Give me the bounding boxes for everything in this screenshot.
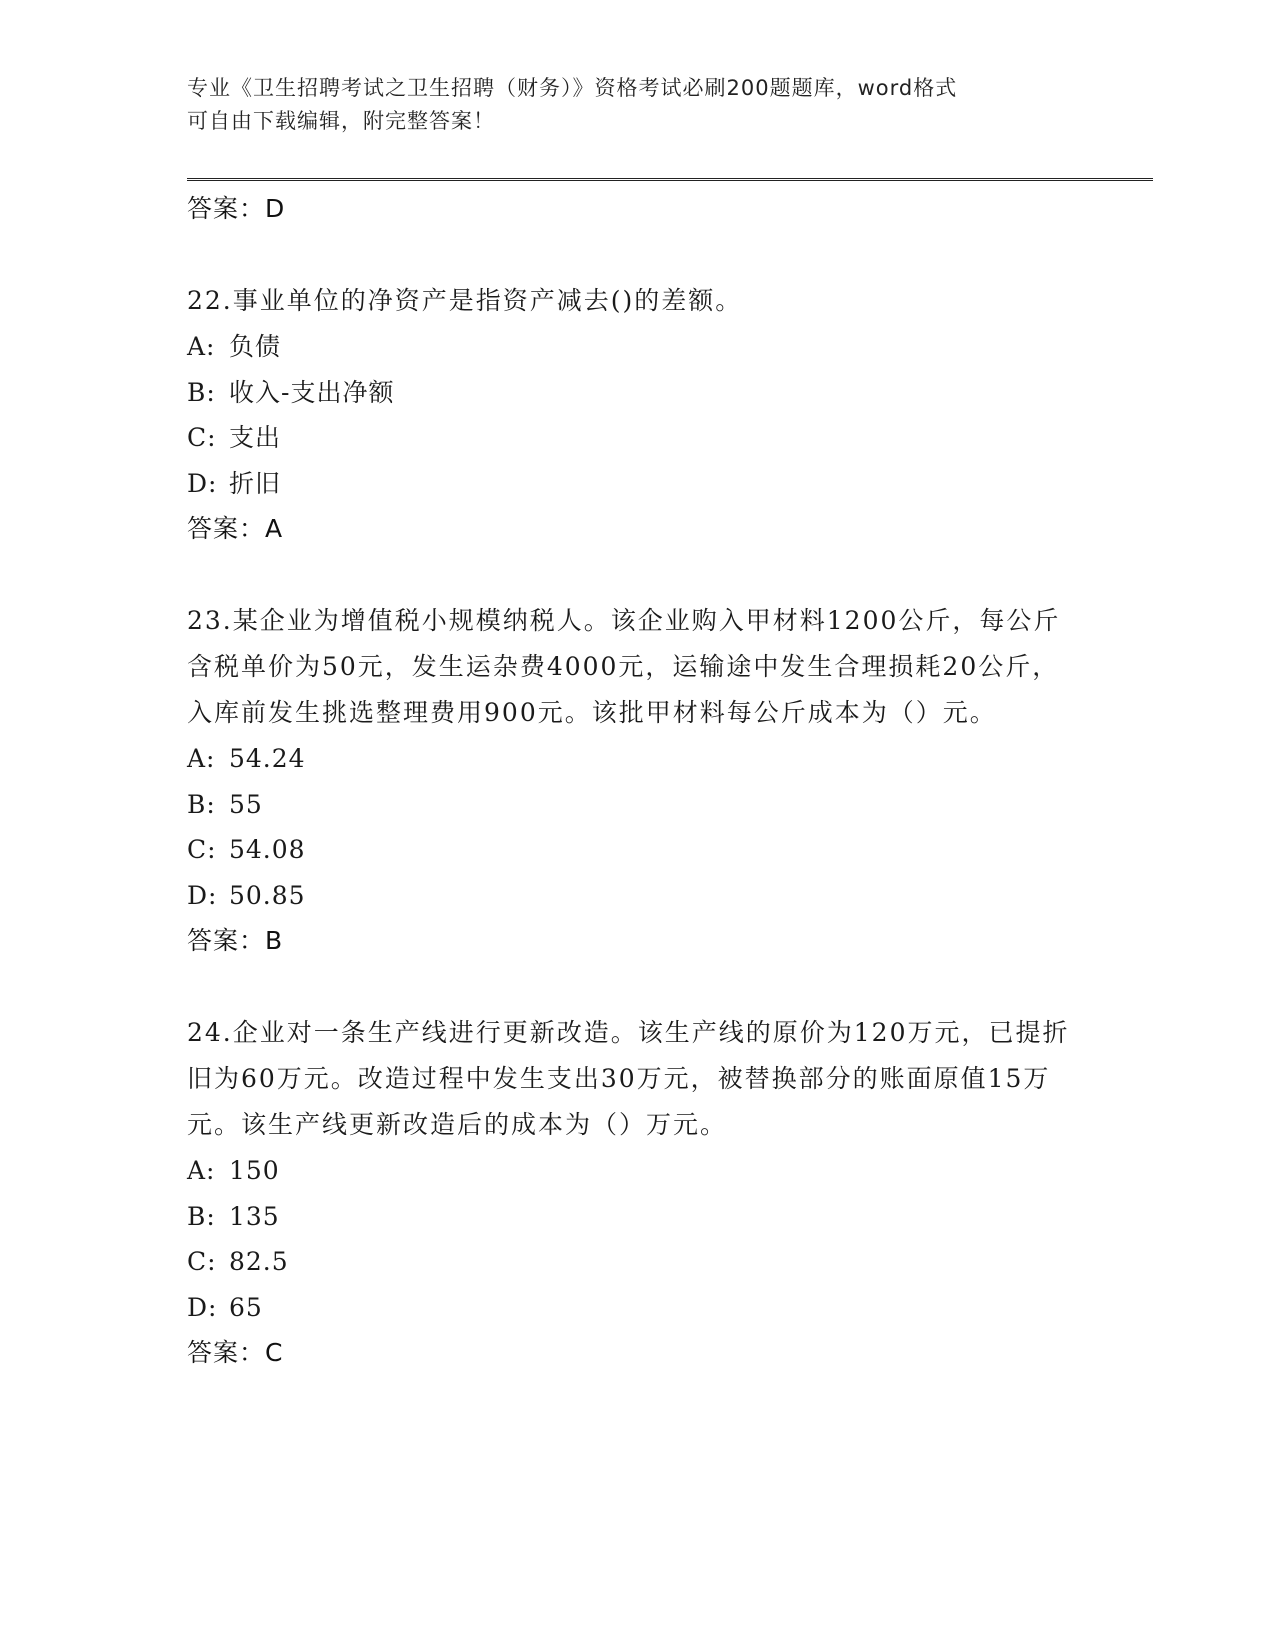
option-letter: A: [187,1156,216,1185]
option-d [187,461,1077,507]
page-header [187,72,1067,138]
question-23 [187,598,1077,964]
question-24 [187,1010,1077,1376]
question-stem: 23.某企业为增值税小规模纳税人。该企业购入甲材料1200公斤，每公斤含税单价为50元，发生运杂费4000元，运输途中发生合理损耗20公斤，入库前发生挑选整理费用900元。该批甲材料每公斤成本为（）元。 [187,606,1061,727]
option-d [187,1285,1077,1331]
answer-line: 答案：B [187,926,284,955]
option-text: 54.08 [229,835,306,864]
option-text: 65 [229,1292,263,1322]
option-letter: A: [187,332,216,361]
option-b [187,370,1077,416]
option-text: 收入-支出净额 [229,377,395,407]
question-list [187,186,1077,1376]
option-text: 54.24 [229,744,306,773]
question-stem: 22.事业单位的净资产是指资产减去()的差额。 [187,286,743,315]
option-text: 135 [229,1201,280,1231]
option-text: 82.5 [229,1247,289,1276]
option-letter: C: [187,423,217,452]
option-a [187,324,1077,370]
header-line-1: 专业《卫生招聘考试之卫生招聘（财务）》资格考试必刷200题题库，word格式 [187,76,958,100]
answer-line: 答案：A [187,514,284,543]
option-text: 折旧 [229,468,282,498]
option-text: 55 [229,789,263,819]
option-text: 负债 [229,332,282,361]
option-text: 150 [229,1156,280,1185]
option-letter: A: [187,744,216,773]
option-letter: B: [187,1201,216,1231]
question-stem: 24.企业对一条生产线进行更新改造。该生产线的原价为120万元，已提折旧为60万元。改造过程中发生支出30万元，被替换部分的账面原值15万元。该生产线更新改造后的成本为（）万元。 [187,1018,1070,1139]
answer-line: 答案：C [187,1338,284,1367]
option-text: 支出 [229,423,282,452]
option-c [187,415,1077,461]
option-letter: D: [187,880,218,910]
option-text: 50.85 [229,880,306,910]
option-letter: D: [187,468,218,498]
header-line-2: 可自由下载编辑，附完整答案！ [187,109,495,133]
option-a [187,1148,1077,1194]
option-c [187,1239,1077,1285]
option-b [187,782,1077,828]
option-a [187,736,1077,782]
option-d [187,873,1077,919]
previous-answer: 答案：D [187,194,286,223]
option-c [187,827,1077,873]
option-letter: B: [187,789,216,819]
option-letter: D: [187,1292,218,1322]
option-letter: C: [187,1247,217,1276]
option-b [187,1194,1077,1240]
option-letter: B: [187,377,216,407]
question-22 [187,278,1077,552]
option-letter: C: [187,835,217,864]
header-divider [187,178,1153,181]
